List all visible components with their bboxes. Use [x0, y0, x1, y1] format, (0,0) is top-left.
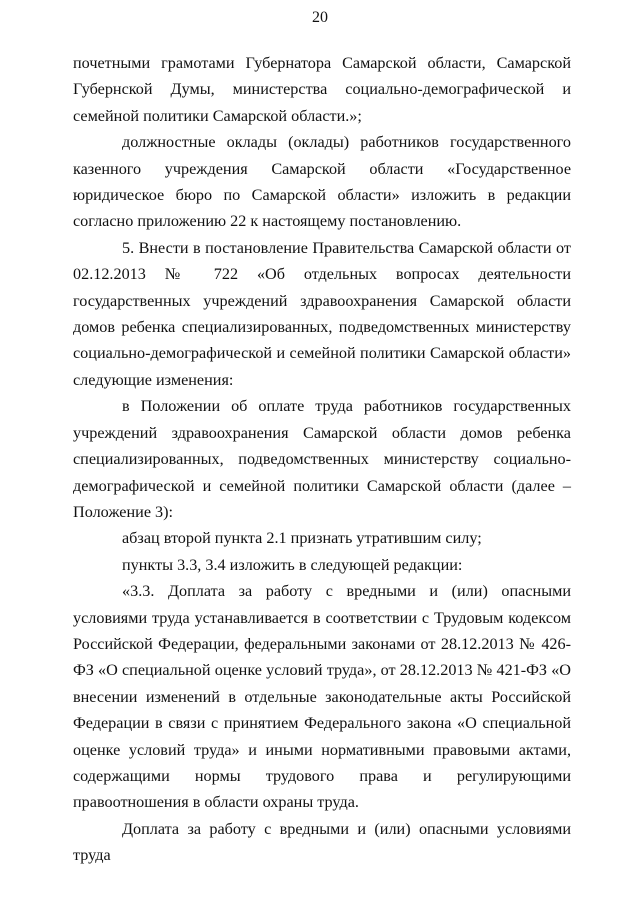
page-number: 20: [312, 9, 328, 26]
paragraph-continuation: почетными грамотами Губернатора Самарской области, Самарской Губернской Думы, министерства социально-демографической и семейной политики Самарской области.»;: [73, 54, 571, 125]
document-body: [73, 50, 571, 869]
paragraph-item-5: 5. Внести в постановление Правительства Самарской области от 02.12.2013 № 722 «Об отдельных вопросах деятельности государственных учреждений здравоохранения Самарской области домов ребенка специализированных, подведомственных министерству социально-демографической и семейной политики Самарской области» следующие изменения:: [73, 238, 571, 389]
paragraph-hazard-pay: Доплата за работу с вредными и (или) опасными условиями труда: [73, 819, 571, 865]
paragraph-clause-3-3: «3.3. Доплата за работу с вредными и (или) опасными условиями труда устанавливается в соответствии с Трудовым кодексом Российской Федерации, федеральными законами от 28.12.2013 № 426-ФЗ «О специальной оценке условий труда», от 28.12.2013 № 421-ФЗ «О внесении изменений в отдельные законодательные акты Российской Федерации в связи с принятием Федерального закона «О специальной оценке условий труда» и иными нормативными правовыми актами, содержащими нормы трудового права и регулирующими правоотношения в области охраны труда.: [73, 582, 571, 812]
paragraph-regulation-3: в Положении об оплате труда работников государственных учреждений здравоохранения Самарской области домов ребенка специализированных, подведомственных министерству социально-демографической и семейной политики Самарской области (далее – Положение 3):: [73, 397, 571, 521]
paragraph-clause-2-1: абзац второй пункта 2.1 признать утратившим силу;: [122, 529, 482, 548]
paragraph-official-salaries: должностные оклады (оклады) работников государственного казенного учреждения Самарской области «Государственное юридическое бюро по Самарской области» изложить в редакции согласно приложению 22 к настоящему постановлению.: [73, 133, 571, 231]
paragraph-clauses-3-3-3-4: пункты 3.3, 3.4 изложить в следующей редакции:: [122, 555, 463, 574]
